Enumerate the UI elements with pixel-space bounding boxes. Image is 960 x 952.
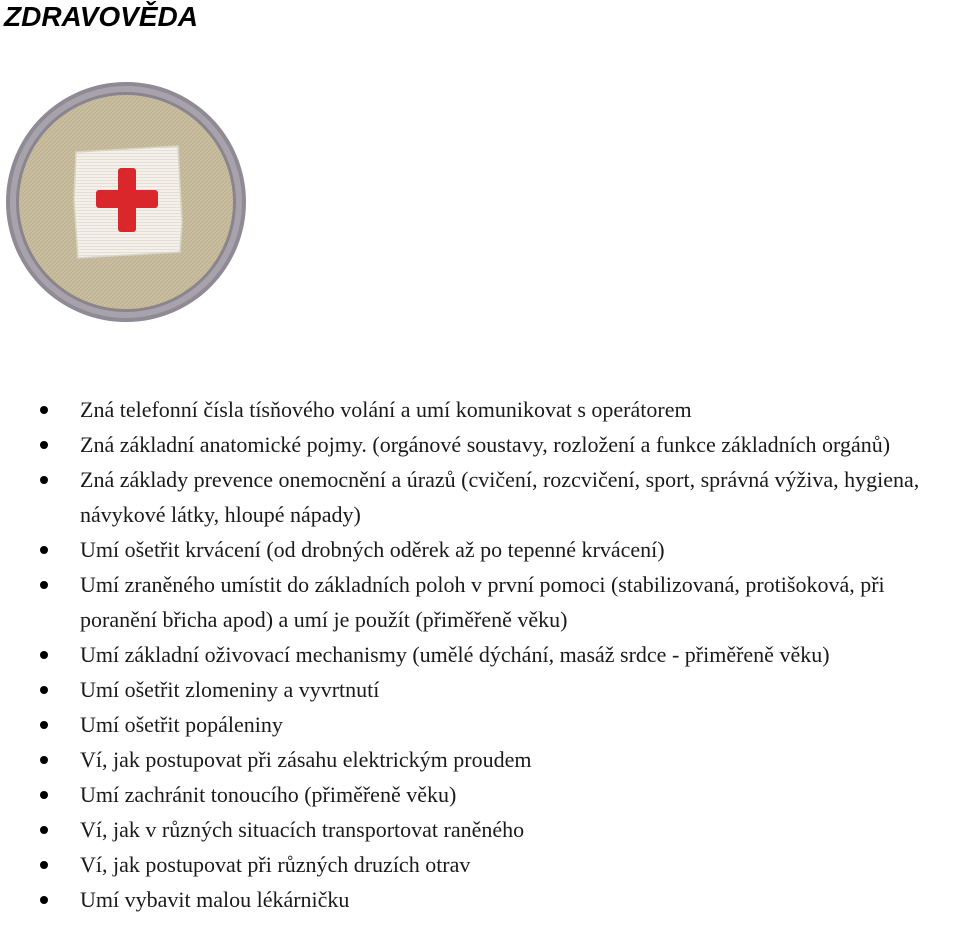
list-item-text: Ví, jak postupovat při různých druzích otrav [80, 852, 471, 877]
list-item-text: Umí základní oživovací mechanismy (umělé dýchání, masáž srdce - přiměřeně věku) [80, 642, 830, 667]
bullet-icon [40, 476, 48, 484]
bullet-icon [40, 581, 48, 589]
list-item [0, 462, 960, 532]
bullet-icon [40, 896, 48, 904]
bullet-icon [40, 406, 48, 414]
list-item [0, 532, 960, 567]
list-item-text: Zná základní anatomické pojmy. (orgánové soustavy, rozložení a funkce základních orgánů) [80, 432, 891, 457]
list-item [0, 847, 960, 882]
list-item [0, 427, 960, 462]
bullet-icon [40, 756, 48, 764]
list-item [0, 392, 960, 427]
list-item-text: Ví, jak postupovat při zásahu elektrickým proudem [80, 747, 532, 772]
list-item [0, 567, 960, 637]
bullet-icon [40, 861, 48, 869]
list-item-text: Ví, jak v různých situacích transportovat raněného [80, 817, 525, 842]
first-aid-badge-image [4, 80, 248, 324]
skills-list [0, 392, 960, 917]
list-item-text: Umí zraněného umístit do základních poloh v první pomoci (stabilizovaná, protišoková, při poranění břicha apod) a umí je použít (přiměřeně věku) [80, 572, 885, 632]
list-item [0, 812, 960, 847]
list-item [0, 672, 960, 707]
list-item-text: Zná základy prevence onemocnění a úrazů (cvičení, rozcvičení, sport, správná výživa, hygiena, návykové látky, hloupé nápady) [80, 467, 920, 527]
bullet-icon [40, 826, 48, 834]
bullet-icon [40, 441, 48, 449]
bullet-icon [40, 721, 48, 729]
list-item [0, 882, 960, 917]
list-item-text: Umí vybavit malou lékárničku [80, 887, 350, 912]
bullet-icon [40, 686, 48, 694]
list-item [0, 707, 960, 742]
bullet-icon [40, 791, 48, 799]
list-item [0, 637, 960, 672]
list-item [0, 742, 960, 777]
list-item-text: Umí ošetřit popáleniny [80, 712, 283, 737]
list-item-text: Umí ošetřit zlomeniny a vyvrtnutí [80, 677, 380, 702]
list-item-text: Zná telefonní čísla tísňového volání a umí komunikovat s operátorem [80, 397, 692, 422]
bullet-icon [40, 651, 48, 659]
list-item-text: Umí ošetřit krvácení (od drobných oděrek až po tepenné krvácení) [80, 537, 665, 562]
list-item-text: Umí zachránit tonoucího (přiměřeně věku) [80, 782, 457, 807]
page-title: ZDRAVOVĚDA [4, 1, 198, 32]
list-item [0, 777, 960, 812]
bullet-icon [40, 546, 48, 554]
